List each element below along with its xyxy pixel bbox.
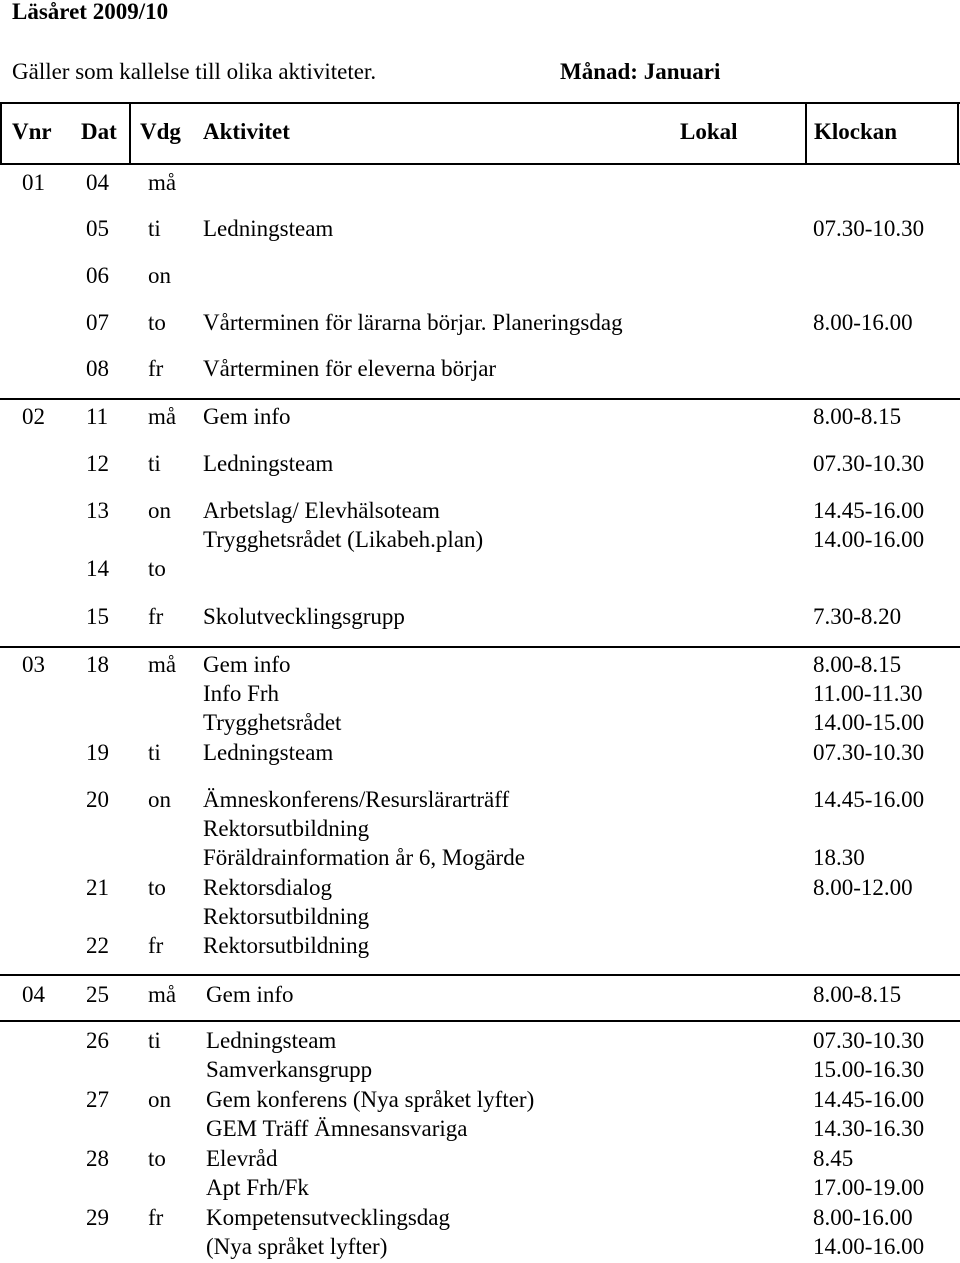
- cell-dat: 20: [86, 787, 109, 812]
- cell-aktivitet: Föräldrainformation år 6, Mogärde: [203, 845, 525, 870]
- cell-klockan: 14.45-16.00: [813, 498, 925, 523]
- cell-dat: 12: [86, 451, 109, 476]
- cell-dat: 25: [86, 982, 109, 1007]
- cell-vnr: 03: [22, 652, 45, 677]
- cell-dat: 11: [86, 404, 109, 429]
- cell-aktivitet: Rektorsdialog: [203, 875, 333, 900]
- cell-dat: 26: [86, 1028, 109, 1053]
- cell-aktivitet: Arbetslag/ Elevhälsoteam: [203, 498, 440, 523]
- cell-klockan: 14.00-16.00: [813, 1234, 925, 1259]
- cell-klockan: 8.00-8.15: [813, 404, 902, 429]
- cell-aktivitet: Gem konferens (Nya språket lyfter): [206, 1087, 535, 1112]
- cell-vdg: må: [148, 652, 177, 677]
- cell-aktivitet: Apt Frh/Fk: [206, 1175, 309, 1200]
- cell-vdg: to: [148, 310, 166, 335]
- cell-dat: 22: [86, 933, 109, 958]
- cell-aktivitet: Rektorsutbildning: [203, 933, 370, 958]
- cell-vdg: ti: [148, 451, 161, 476]
- cell-vdg: ti: [148, 216, 161, 241]
- cell-aktivitet: Skolutvecklingsgrupp: [203, 604, 405, 629]
- cell-klockan: 8.45: [813, 1146, 854, 1171]
- cell-klockan: 15.00-16.30: [813, 1057, 925, 1082]
- cell-dat: 27: [86, 1087, 109, 1112]
- cell-dat: 07: [86, 310, 109, 335]
- cell-dat: 18: [86, 652, 109, 677]
- col-header-lokal: Lokal: [680, 119, 738, 144]
- cell-aktivitet: Ledningsteam: [203, 451, 334, 476]
- cell-aktivitet: GEM Träff Ämnesansvariga: [206, 1116, 468, 1141]
- cell-klockan: 14.45-16.00: [813, 787, 925, 812]
- cell-vdg: fr: [148, 933, 164, 958]
- cell-vnr: 01: [22, 170, 45, 195]
- cell-vdg: on: [148, 263, 171, 288]
- cell-dat: 06: [86, 263, 109, 288]
- cell-dat: 14: [86, 556, 109, 581]
- cell-klockan: 07.30-10.30: [813, 1028, 925, 1053]
- cell-aktivitet: Info Frh: [203, 681, 280, 706]
- cell-dat: 29: [86, 1205, 109, 1230]
- col-header-dat: Dat: [81, 119, 117, 144]
- col-header-vnr: Vnr: [12, 119, 52, 144]
- cell-vdg: to: [148, 556, 166, 581]
- month-label: Månad: Januari: [560, 59, 721, 84]
- cell-aktivitet: Gem info: [203, 652, 291, 677]
- cell-aktivitet: Rektorsutbildning: [203, 904, 370, 929]
- col-header-klockan: Klockan: [814, 119, 898, 144]
- cell-vnr: 02: [22, 404, 45, 429]
- col-header-aktivitet: Aktivitet: [203, 119, 290, 144]
- cell-vdg: må: [148, 404, 177, 429]
- cell-vdg: fr: [148, 356, 164, 381]
- cell-vdg: ti: [148, 1028, 161, 1053]
- cell-aktivitet: Trygghetsrådet: [203, 710, 342, 735]
- cell-klockan: 17.00-19.00: [813, 1175, 925, 1200]
- cell-klockan: 8.00-16.00: [813, 1205, 913, 1230]
- cell-vdg: må: [148, 170, 177, 195]
- cell-aktivitet: Kompetensutvecklingsdag: [206, 1205, 451, 1230]
- cell-aktivitet: Ledningsteam: [203, 740, 334, 765]
- intro-text: Gäller som kallelse till olika aktiviteter.: [12, 59, 377, 84]
- cell-klockan: 8.00-16.00: [813, 310, 913, 335]
- cell-aktivitet: Ledningsteam: [203, 216, 334, 241]
- cell-dat: 19: [86, 740, 109, 765]
- cell-klockan: 14.00-16.00: [813, 527, 925, 552]
- cell-klockan: 18.30: [813, 845, 865, 870]
- col-header-vdg: Vdg: [140, 119, 181, 144]
- cell-vnr: 04: [22, 982, 45, 1007]
- cell-klockan: 07.30-10.30: [813, 451, 925, 476]
- cell-dat: 04: [86, 170, 109, 195]
- cell-aktivitet: Ämneskonferens/Resurslärarträff: [203, 787, 510, 812]
- cell-klockan: 8.00-8.15: [813, 982, 902, 1007]
- cell-dat: 28: [86, 1146, 109, 1171]
- cell-vdg: on: [148, 498, 171, 523]
- cell-aktivitet: Samverkansgrupp: [206, 1057, 373, 1082]
- cell-dat: 15: [86, 604, 109, 629]
- cell-klockan: 14.45-16.00: [813, 1087, 925, 1112]
- cell-klockan: 7.30-8.20: [813, 604, 902, 629]
- cell-aktivitet: Gem info: [206, 982, 294, 1007]
- cell-aktivitet: Trygghetsrådet (Likabeh.plan): [203, 527, 484, 552]
- cell-aktivitet: (Nya språket lyfter): [206, 1234, 388, 1259]
- cell-vdg: fr: [148, 604, 164, 629]
- cell-klockan: 8.00-12.00: [813, 875, 913, 900]
- cell-aktivitet: Gem info: [203, 404, 291, 429]
- cell-klockan: 07.30-10.30: [813, 740, 925, 765]
- cell-aktivitet: Vårterminen för lärarna börjar. Planeringsdag: [203, 310, 623, 335]
- cell-klockan: 07.30-10.30: [813, 216, 925, 241]
- cell-dat: 13: [86, 498, 109, 523]
- cell-aktivitet: Vårterminen för eleverna börjar: [203, 356, 497, 381]
- cell-dat: 21: [86, 875, 109, 900]
- cell-vdg: fr: [148, 1205, 164, 1230]
- cell-klockan: 14.30-16.30: [813, 1116, 925, 1141]
- cell-dat: 08: [86, 356, 109, 381]
- page-title: Läsåret 2009/10: [12, 0, 169, 24]
- cell-vdg: to: [148, 1146, 166, 1171]
- cell-vdg: må: [148, 982, 177, 1007]
- cell-vdg: ti: [148, 740, 161, 765]
- cell-klockan: 14.00-15.00: [813, 710, 925, 735]
- cell-aktivitet: Elevråd: [206, 1146, 278, 1171]
- cell-aktivitet: Rektorsutbildning: [203, 816, 370, 841]
- cell-vdg: on: [148, 1087, 171, 1112]
- cell-aktivitet: Ledningsteam: [206, 1028, 337, 1053]
- cell-dat: 05: [86, 216, 109, 241]
- cell-klockan: 11.00-11.30: [813, 681, 923, 706]
- cell-vdg: to: [148, 875, 166, 900]
- cell-klockan: 8.00-8.15: [813, 652, 902, 677]
- cell-vdg: on: [148, 787, 171, 812]
